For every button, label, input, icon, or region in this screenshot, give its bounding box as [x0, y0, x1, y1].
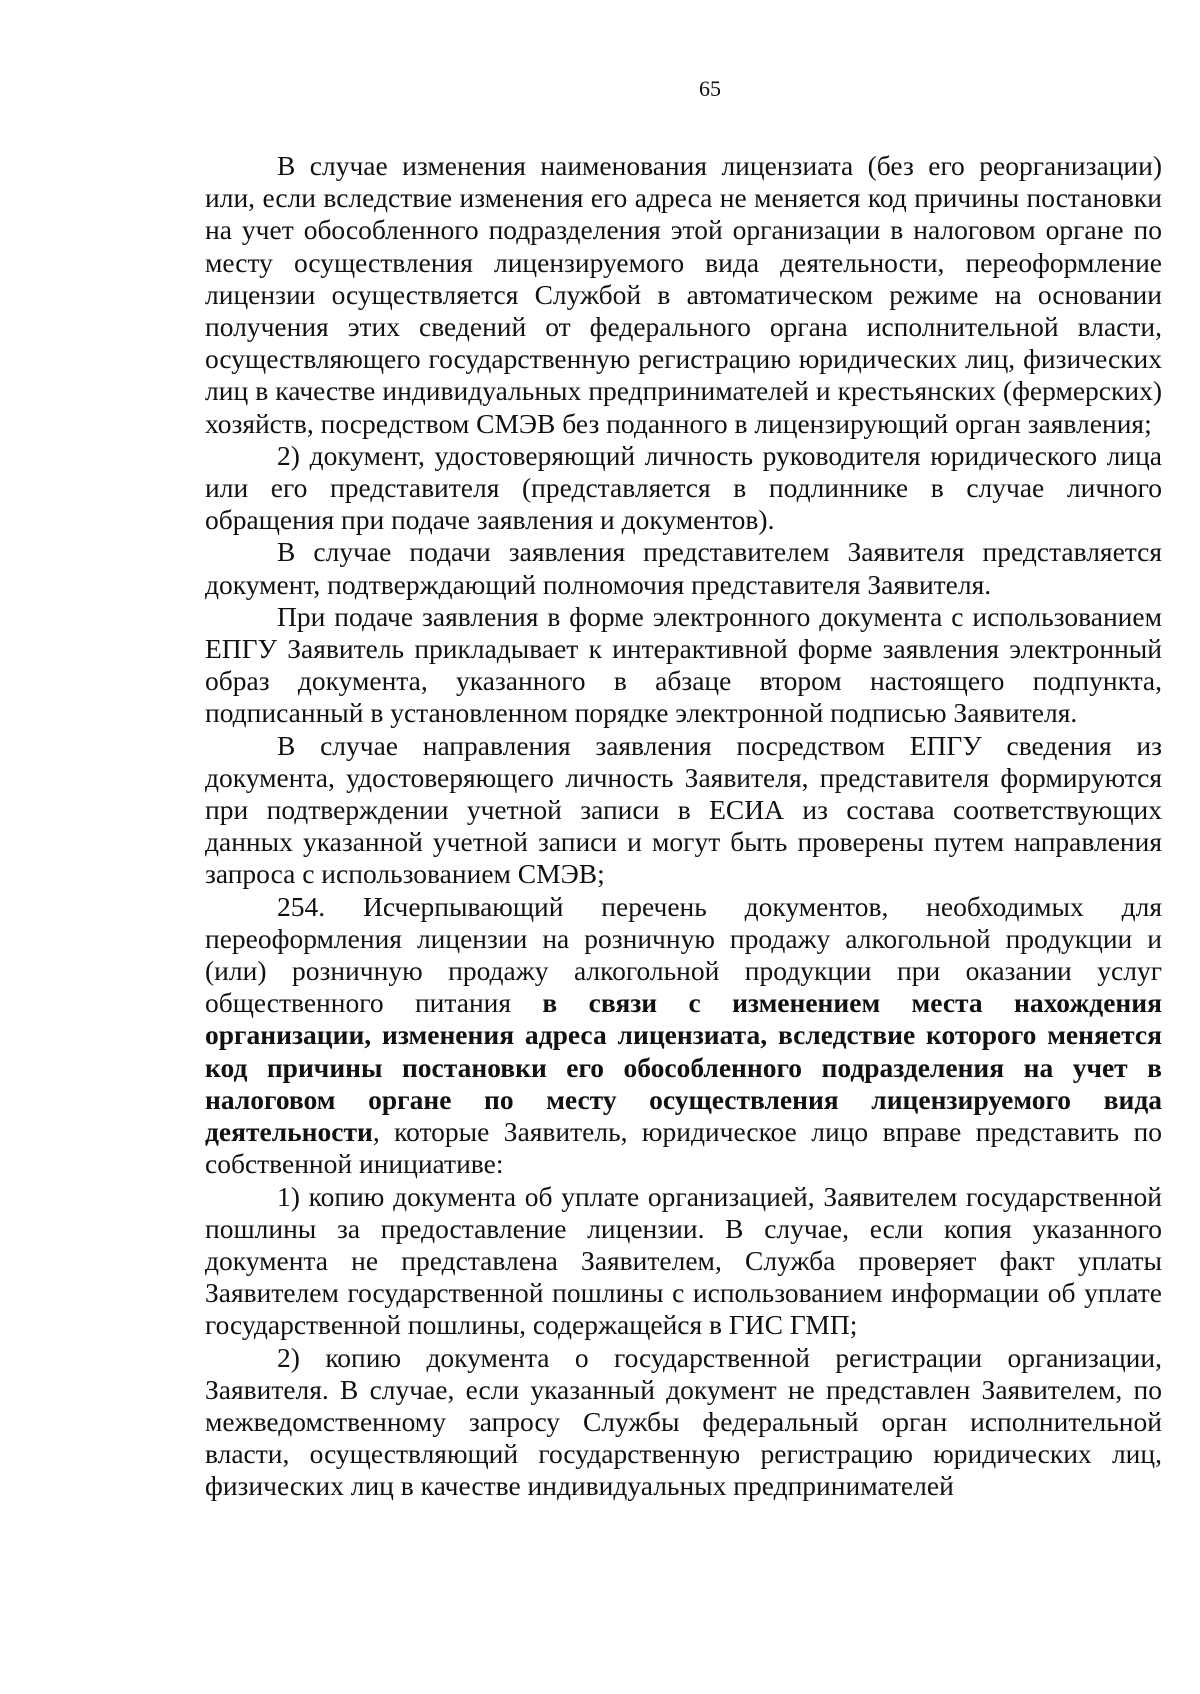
paragraph-identity-document: 2) документ, удостоверяющий личность руководителя юридического лица или его представителя (представляется в подлиннике в случае личного обращения при подаче заявления и документов).: [205, 439, 1162, 536]
paragraph-state-duty-copy: 1) копию документа об уплате организацией, Заявителем государственной пошлины за предоставление лицензии. В случае, если копия указанного документа не представлена Заявителем, Служба проверяет факт уплаты Заявителем государственной пошлины с использованием информации об уплате государственной пошлины, содержащейся в ГИС ГМП;: [205, 1180, 1162, 1341]
page-number: 65: [699, 76, 721, 101]
paragraph-esia-identity-data: В случае направления заявления посредством ЕПГУ сведения из документа, удостоверяющего личность Заявителя, представителя формируются при подтверждении учетной записи в ЕСИА из состава соответствующих данных указанной учетной записи и могут быть проверены путем направления запроса с использованием СМЭВ;: [205, 729, 1162, 890]
paragraph-254-document-list: [205, 891, 1162, 1181]
document-body: [205, 150, 1162, 1503]
paragraph-epgu-electronic-form: При подаче заявления в форме электронного документа с использованием ЕПГУ Заявитель прикладывает к интерактивной форме заявления электронный образ документа, указанного в абзаце втором настоящего подпункта, подписанный в установленном порядке электронной подписью Заявителя.: [205, 600, 1162, 729]
paragraph-license-auto-reissue: В случае изменения наименования лицензиата (без его реорганизации) или, если вследствие изменения его адреса не меняется код причины постановки на учет обособленного подразделения этой организации в налоговом органе по месту осуществления лицензируемого вида деятельности, переоформление лицензии осуществляется Службой в автоматическом режиме на основании получения этих сведений от федерального органа исполнительной власти, осуществляющего государственную регистрацию юридических лиц, физических лиц в качестве индивидуальных предпринимателей и крестьянских (фермерских) хозяйств, посредством СМЭВ без поданного в лицензирующий орган заявления;: [205, 150, 1162, 439]
paragraph-254-bold: в связи с изменением места нахождения организации, изменения адреса лицензиата, вследствие которого меняется код причины постановки его обособленного подразделения на учет в налоговом органе по месту осуществления лицензируемого вида деятельности: [205, 987, 1162, 1148]
paragraph-254-tail: , которые Заявитель, юридическое лицо вправе представить по собственной инициативе:: [205, 1116, 1162, 1180]
paragraph-representative-authority: В случае подачи заявления представителем Заявителя представляется документ, подтверждающий полномочия представителя Заявителя.: [205, 536, 1162, 600]
paragraph-state-registration-copy: 2) копию документа о государственной регистрации организации, Заявителя. В случае, если указанный документ не представлен Заявителем, по межведомственному запросу Службы федеральный орган исполнительной власти, осуществляющий государственную регистрацию юридических лиц, физических лиц в качестве индивидуальных предпринимателей: [205, 1341, 1162, 1502]
paragraph-254-lead: 254. Исчерпывающий перечень документов, необходимых для переоформления лицензии на розничную продажу алкогольной продукции и (или) розничную продажу алкогольной продукции при оказании услуг общественного питания: [205, 890, 1162, 1019]
